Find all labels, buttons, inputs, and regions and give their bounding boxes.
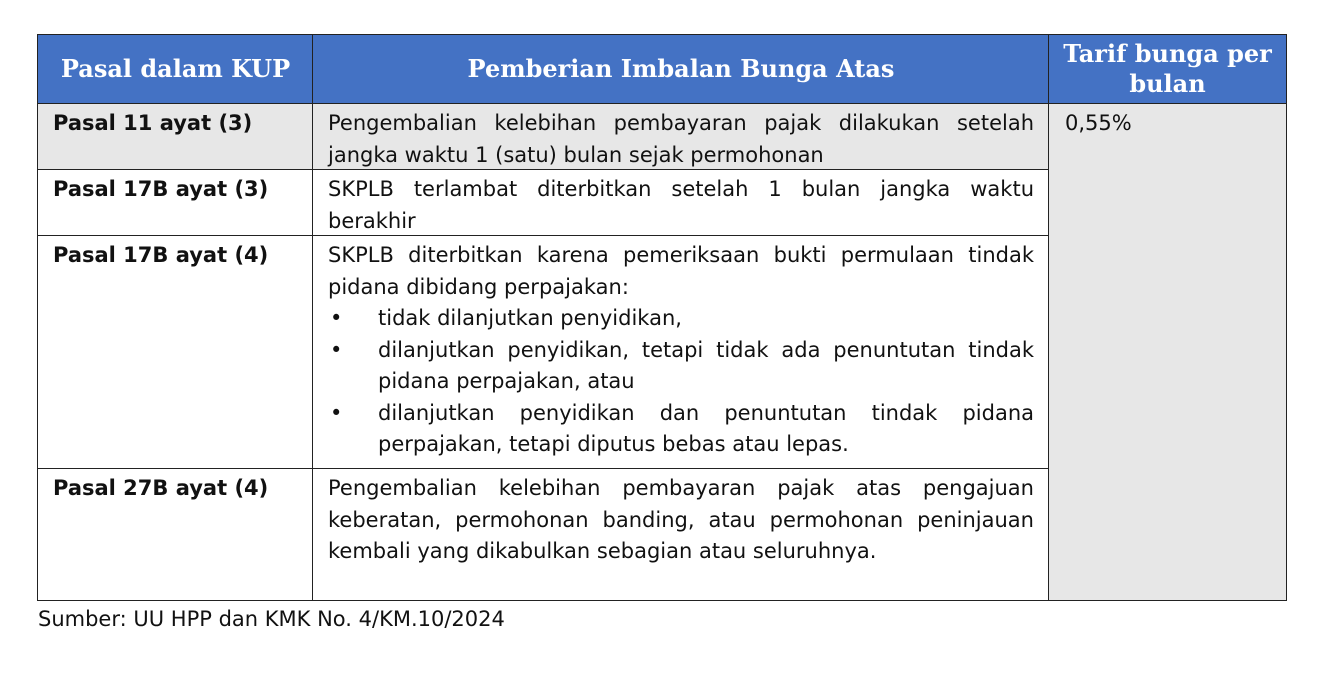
list-item: [328, 398, 1034, 461]
column-divider: [1048, 35, 1049, 600]
row-2-pasal: Pasal 17B ayat (3): [53, 177, 269, 201]
row-4-pasal: Pasal 27B ayat (4): [53, 476, 269, 500]
header-tarif: Tarif bunga per bulan: [1063, 38, 1272, 98]
table-header-row: [38, 35, 1286, 104]
row-divider: [38, 468, 1049, 469]
header-pasal: Pasal dalam KUP: [60, 53, 291, 83]
row-4-description-text: Pengembalian kelebihan pembayaran pajak atas pengajuan keberatan, permohonan banding, atau permohonan peninjauan kembali yang dikabulkan sebagian atau seluruhnya.: [328, 476, 1034, 563]
row-1-description-text: Pengembalian kelebihan pembayaran pajak dilakukan setelah jangka waktu 1 (satu) bulan sejak permohonan: [328, 111, 1034, 167]
interest-rate-table: [37, 34, 1287, 601]
rate-value: 0,55%: [1065, 111, 1132, 135]
row-1-pasal: Pasal 11 ayat (3): [53, 111, 253, 135]
row-3-pasal: Pasal 17B ayat (4): [53, 243, 269, 267]
list-item-text: tidak dilanjutkan penyidikan,: [378, 306, 682, 330]
row-1-description: [328, 108, 1034, 171]
column-divider: [312, 35, 313, 600]
row-3-bullet-list: [328, 303, 1034, 461]
list-item: [328, 335, 1034, 398]
row-2-description-text: SKPLB terlambat diterbitkan setelah 1 bulan jangka waktu berakhir: [328, 177, 1034, 233]
bullet-icon: •: [330, 337, 343, 362]
list-item-text: dilanjutkan penyidikan dan penuntutan tindak pidana perpajakan, tetapi diputus bebas atau lepas.: [378, 400, 1034, 456]
row-4-description: [328, 473, 1034, 568]
list-item-text: dilanjutkan penyidikan, tetapi tidak ada penuntutan tindak pidana perpajakan, atau: [378, 337, 1034, 393]
bullet-icon: •: [330, 400, 343, 425]
bullet-icon: •: [330, 306, 343, 330]
list-item: [328, 303, 1034, 335]
row-3-description: [328, 240, 1034, 461]
header-pemberian: Pemberian Imbalan Bunga Atas: [467, 53, 895, 83]
row-2-description: [328, 174, 1034, 237]
rate-cell: [1049, 104, 1286, 600]
source-caption: Sumber: UU HPP dan KMK No. 4/KM.10/2024: [38, 607, 505, 631]
row-3-description-text: SKPLB diterbitkan karena pemeriksaan bukti permulaan tindak pidana dibidang perpajakan:: [328, 243, 1034, 299]
